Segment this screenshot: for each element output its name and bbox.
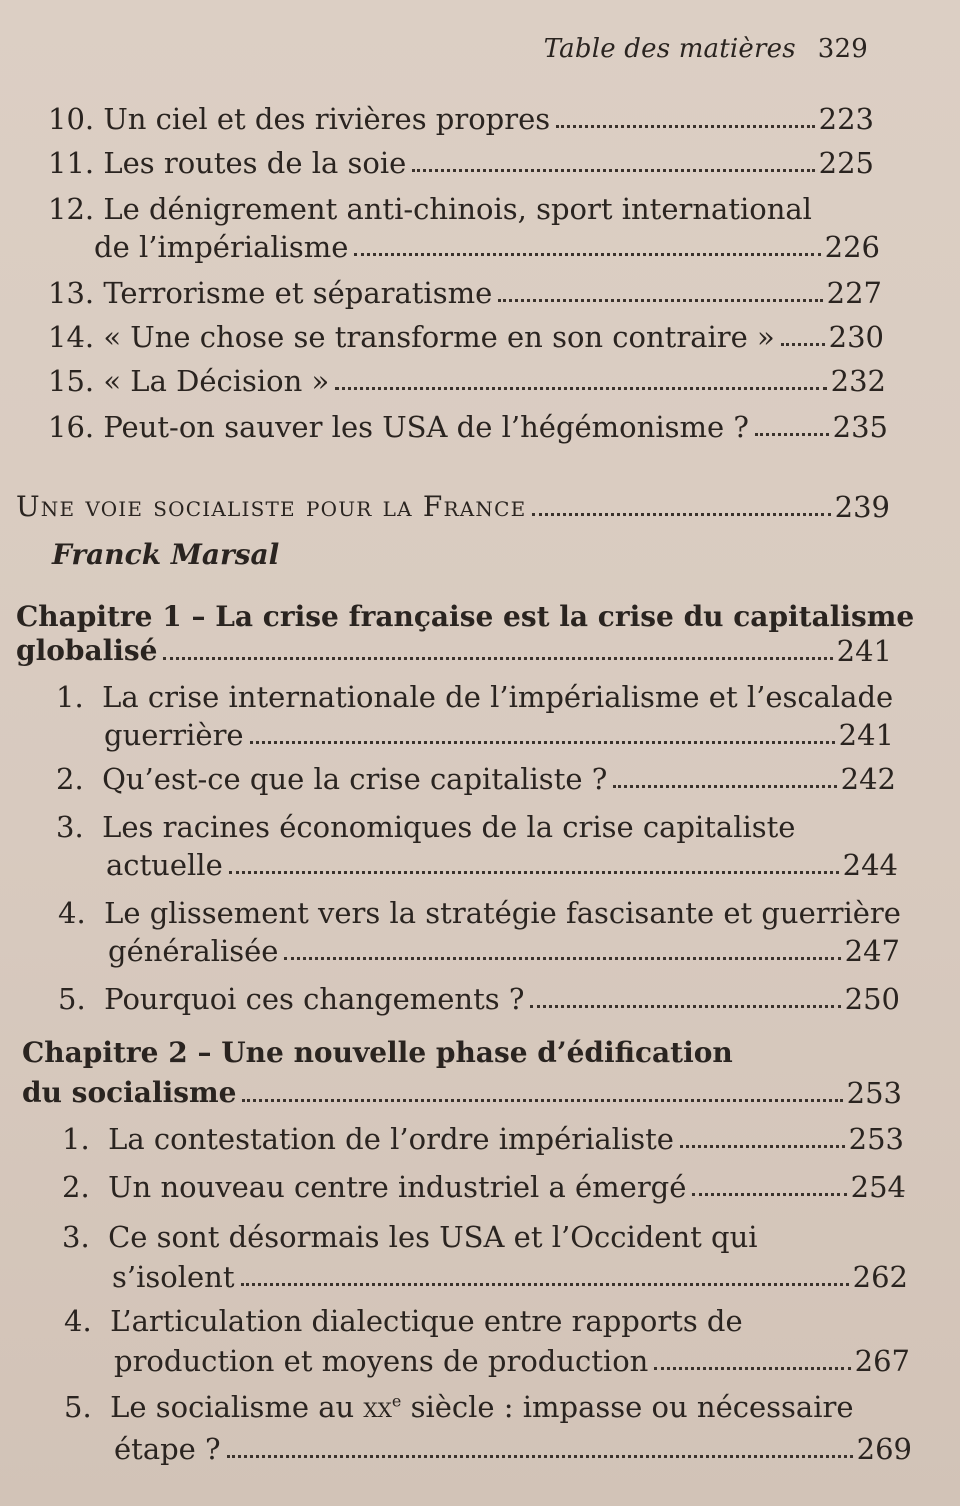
- entry-title: Terrorisme et séparatisme: [103, 276, 493, 310]
- dot-leader: [532, 513, 830, 516]
- entry-title: Peut-on sauver les USA de l’hégémonisme ?: [103, 410, 749, 444]
- dot-leader: [412, 169, 814, 172]
- ch2-item3-line1: [62, 1220, 758, 1254]
- entry-number: 2.: [62, 1170, 90, 1204]
- dot-leader: [241, 1283, 849, 1286]
- part-heading: [16, 490, 890, 524]
- entry-number: 13.: [48, 276, 95, 310]
- toc-entry-15: [48, 364, 886, 398]
- ch2-item3-line2: [112, 1260, 908, 1294]
- toc-entry-10: [48, 102, 874, 136]
- entry-title: « Une chose se transforme en son contraire »: [103, 320, 775, 354]
- ch1-item3-line1: [56, 810, 795, 844]
- ch2-item1: [62, 1122, 904, 1156]
- ch1-item3-line2: [106, 848, 898, 882]
- entry-title-line1: L’articulation dialectique entre rapports de: [110, 1304, 743, 1338]
- dot-leader: [242, 1099, 842, 1102]
- dot-leader: [163, 657, 832, 660]
- ch1-item2: [56, 762, 896, 796]
- entry-page: 262: [852, 1260, 908, 1294]
- entry-page: 244: [842, 848, 898, 882]
- entry-number: 1.: [56, 680, 84, 714]
- ch2-item2: [62, 1170, 906, 1204]
- entry-number: 1.: [62, 1122, 90, 1156]
- entry-page: 254: [850, 1170, 906, 1204]
- dot-leader: [781, 343, 825, 346]
- ch2-item4-line2: [114, 1344, 910, 1378]
- toc-entry-14: [48, 320, 884, 354]
- ch2-item5-line2: [114, 1432, 912, 1466]
- entry-page: 269: [856, 1432, 912, 1466]
- entry-title: Qu’est-ce que la crise capitaliste ?: [102, 762, 608, 796]
- entry-number: 5.: [64, 1390, 92, 1424]
- entry-number: 4.: [64, 1304, 92, 1338]
- chapter1-title-line1: Chapitre 1 – La crise française est la crise du capitalisme: [16, 600, 915, 633]
- dot-leader: [530, 1005, 840, 1008]
- chapter1-title: globalisé: [16, 634, 158, 667]
- chapter1-title-line2: [16, 634, 892, 668]
- entry-page: 230: [828, 320, 884, 354]
- dot-leader: [498, 299, 822, 302]
- entry-title-part: siècle : impasse ou nécessaire: [401, 1390, 854, 1424]
- entry-title: « La Décision »: [103, 364, 330, 398]
- chapter2-title-line2: [22, 1076, 902, 1110]
- entry-title-line1: Ce sont désormais les USA et l’Occident qui: [108, 1220, 758, 1254]
- entry-title: étape ?: [114, 1432, 221, 1466]
- dot-leader: [284, 957, 840, 960]
- entry-title-part: Le socialisme au: [110, 1390, 364, 1424]
- entry-title: Les routes de la soie: [103, 146, 407, 180]
- entry-page: 241: [838, 718, 894, 752]
- dot-leader: [680, 1145, 845, 1148]
- part-title: Une voie socialiste pour la France: [16, 490, 527, 523]
- entry-page: 227: [826, 276, 882, 310]
- toc-entry-12-line2: [94, 230, 880, 264]
- entry-number: 15.: [48, 364, 95, 398]
- entry-page: 235: [832, 410, 888, 444]
- ch1-item1-line1: [56, 680, 893, 714]
- dot-leader: [692, 1193, 846, 1196]
- toc-entry-12-line1: [48, 192, 812, 226]
- ch2-item5-line1: [64, 1390, 854, 1424]
- entry-title: guerrière: [104, 718, 244, 752]
- part-author: Franck Marsal: [52, 538, 280, 571]
- ordinal-superscript: e: [391, 1391, 402, 1411]
- entry-number: 16.: [48, 410, 95, 444]
- dot-leader: [354, 253, 820, 256]
- entry-title: actuelle: [106, 848, 223, 882]
- century-roman-numeral: xx: [363, 1390, 392, 1424]
- dot-leader: [335, 387, 826, 390]
- ch1-item1-line2: [104, 718, 894, 752]
- entry-page: 223: [818, 102, 874, 136]
- entry-page: 225: [818, 146, 874, 180]
- entry-page: 242: [840, 762, 896, 796]
- entry-number: 12.: [48, 192, 95, 226]
- header-title: Table des matières: [543, 34, 796, 64]
- entry-number: 2.: [56, 762, 84, 796]
- entry-title: s’isolent: [112, 1260, 235, 1294]
- entry-title: de l’impérialisme: [94, 230, 349, 264]
- dot-leader: [229, 871, 839, 874]
- chapter2-page: 253: [846, 1076, 902, 1110]
- entry-title: Pourquoi ces changements ?: [104, 982, 525, 1016]
- entry-number: 5.: [58, 982, 86, 1016]
- chapter2-title: du socialisme: [22, 1076, 237, 1109]
- chapter1-page: 241: [836, 634, 892, 668]
- ch1-item5: [58, 982, 900, 1016]
- dot-leader: [755, 433, 829, 436]
- header-page-number: 329: [817, 34, 868, 64]
- entry-number: 11.: [48, 146, 95, 180]
- dot-leader: [250, 741, 835, 744]
- entry-title-line1: Le dénigrement anti-chinois, sport international: [103, 192, 812, 226]
- entry-number: 3.: [62, 1220, 90, 1254]
- entry-title: production et moyens de production: [114, 1344, 649, 1378]
- ch1-item4-line2: [108, 934, 900, 968]
- entry-page: 253: [848, 1122, 904, 1156]
- entry-title: Un ciel et des rivières propres: [103, 102, 551, 136]
- entry-title: Un nouveau centre industriel a émergé: [108, 1170, 687, 1204]
- entry-title-line1: Les racines économiques de la crise capitaliste: [102, 810, 796, 844]
- ch2-item4-line1: [64, 1304, 743, 1338]
- entry-page: 226: [824, 230, 880, 264]
- entry-page: 267: [854, 1344, 910, 1378]
- toc-entry-13: [48, 276, 882, 310]
- dot-leader: [613, 785, 836, 788]
- part-page: 239: [834, 490, 890, 524]
- entry-title-line1: La crise internationale de l’impérialisme et l’escalade: [102, 680, 894, 714]
- entry-title: La contestation de l’ordre impérialiste: [108, 1122, 674, 1156]
- entry-title-line1: Le glissement vers la stratégie fascisante et guerrière: [104, 896, 901, 930]
- toc-entry-16: [48, 410, 888, 444]
- running-header: [544, 34, 868, 64]
- chapter2-title-line1: Chapitre 2 – Une nouvelle phase d’édification: [22, 1036, 733, 1069]
- entry-number: 10.: [48, 102, 95, 136]
- dot-leader: [556, 125, 814, 128]
- entry-number: 3.: [56, 810, 84, 844]
- dot-leader: [654, 1367, 850, 1370]
- entry-page: 250: [844, 982, 900, 1016]
- entry-page: 232: [830, 364, 886, 398]
- entry-number: 4.: [58, 896, 86, 930]
- entry-title: généralisée: [108, 934, 279, 968]
- dot-leader: [227, 1455, 853, 1458]
- toc-entry-11: [48, 146, 874, 180]
- entry-number: 14.: [48, 320, 95, 354]
- ch1-item4-line1: [58, 896, 901, 930]
- entry-page: 247: [844, 934, 900, 968]
